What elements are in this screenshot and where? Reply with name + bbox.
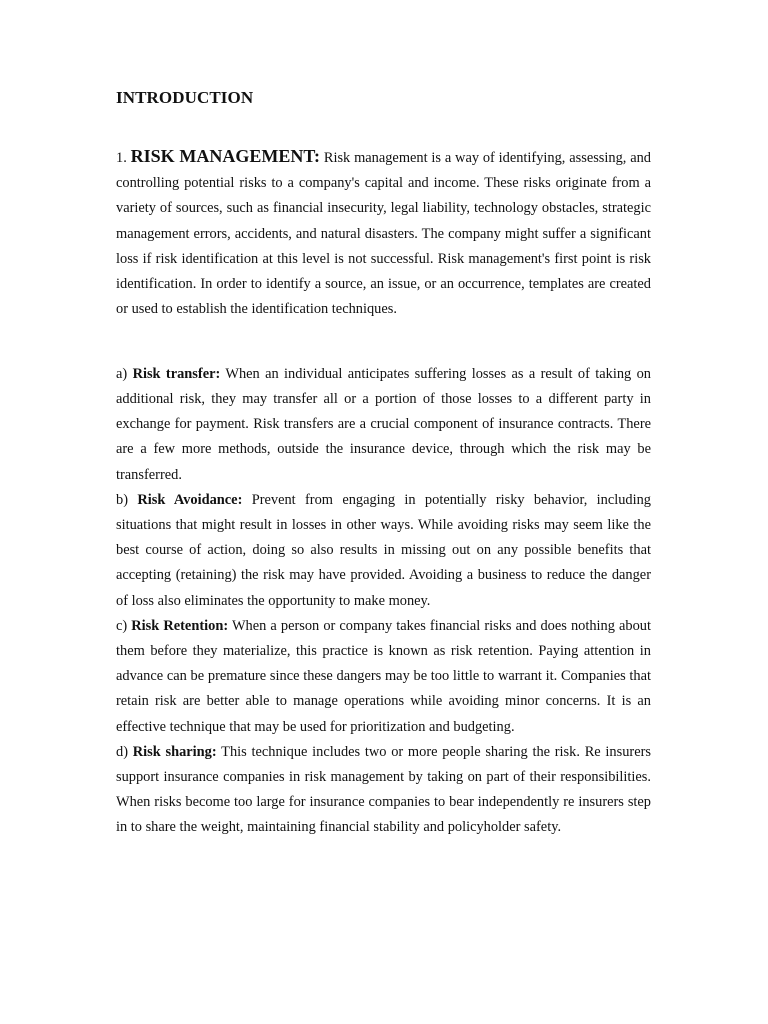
item-text: This technique includes two or more people sharing the risk. Re insurers support insurance companies in risk management by taking on part of their responsibilities. When risks become too large for insurance companies to bear independently re insurers step in to share the weight, maintaining financial stability and policyholder safety.	[116, 743, 651, 836]
paragraph-gap	[116, 337, 651, 362]
item-label: Risk transfer:	[132, 365, 221, 382]
item-risk-sharing	[116, 740, 651, 841]
page-title: INTRODUCTION	[116, 88, 254, 107]
document-page	[116, 84, 651, 841]
item-risk-retention	[116, 614, 651, 740]
section-title: RISK MANAGEMENT:	[130, 146, 321, 166]
item-marker: b)	[116, 491, 128, 508]
item-risk-transfer	[116, 362, 651, 488]
item-risk-avoidance	[116, 488, 651, 614]
item-label: Risk sharing:	[132, 743, 217, 760]
item-label: Risk Avoidance:	[137, 491, 243, 508]
item-marker: d)	[116, 743, 128, 760]
item-label: Risk Retention:	[131, 617, 229, 634]
section-body: Risk management is a way of identifying, assessing, and controlling potential risks to a company's capital and income. These risks originate from a variety of sources, such as financial insecurity, legal liability, technology obstacles, strategic management errors, accidents, and natural disasters. The company might suffer a significant loss if risk identification at this level is not successful. Risk management's first point is risk identification. In order to identify a source, an issue, or an occurrence, templates are created or used to establish the identification techniques.	[116, 150, 651, 318]
item-text: When an individual anticipates suffering losses as a result of taking on additional risk, they may transfer all or a portion of those losses to a different party in exchange for payment. Risk transfers are a crucial component of insurance contracts. There are a few more methods, outside the insurance device, through which the risk may be transferred.	[116, 365, 651, 483]
section-risk-management	[116, 144, 651, 322]
section-number: 1.	[116, 150, 127, 166]
item-marker: c)	[116, 617, 128, 634]
item-text: When a person or company takes financial risks and does nothing about them before they materialize, this practice is known as risk retention. Paying attention in advance can be premature since these dangers may be too little to warrant it. Companies that retain risk are better able to manage operations while avoiding minor concerns. It is an effective technique that may be used for prioritization and budgeting.	[116, 617, 651, 735]
item-text: Prevent from engaging in potentially risky behavior, including situations that might result in losses in other ways. While avoiding risks may seem like the best course of action, doing so also results in missing out on any possible benefits that accepting (retaining) the risk may have provided. Avoiding a business to reduce the danger of loss also eliminates the opportunity to make money.	[116, 491, 651, 609]
item-marker: a)	[116, 365, 128, 382]
